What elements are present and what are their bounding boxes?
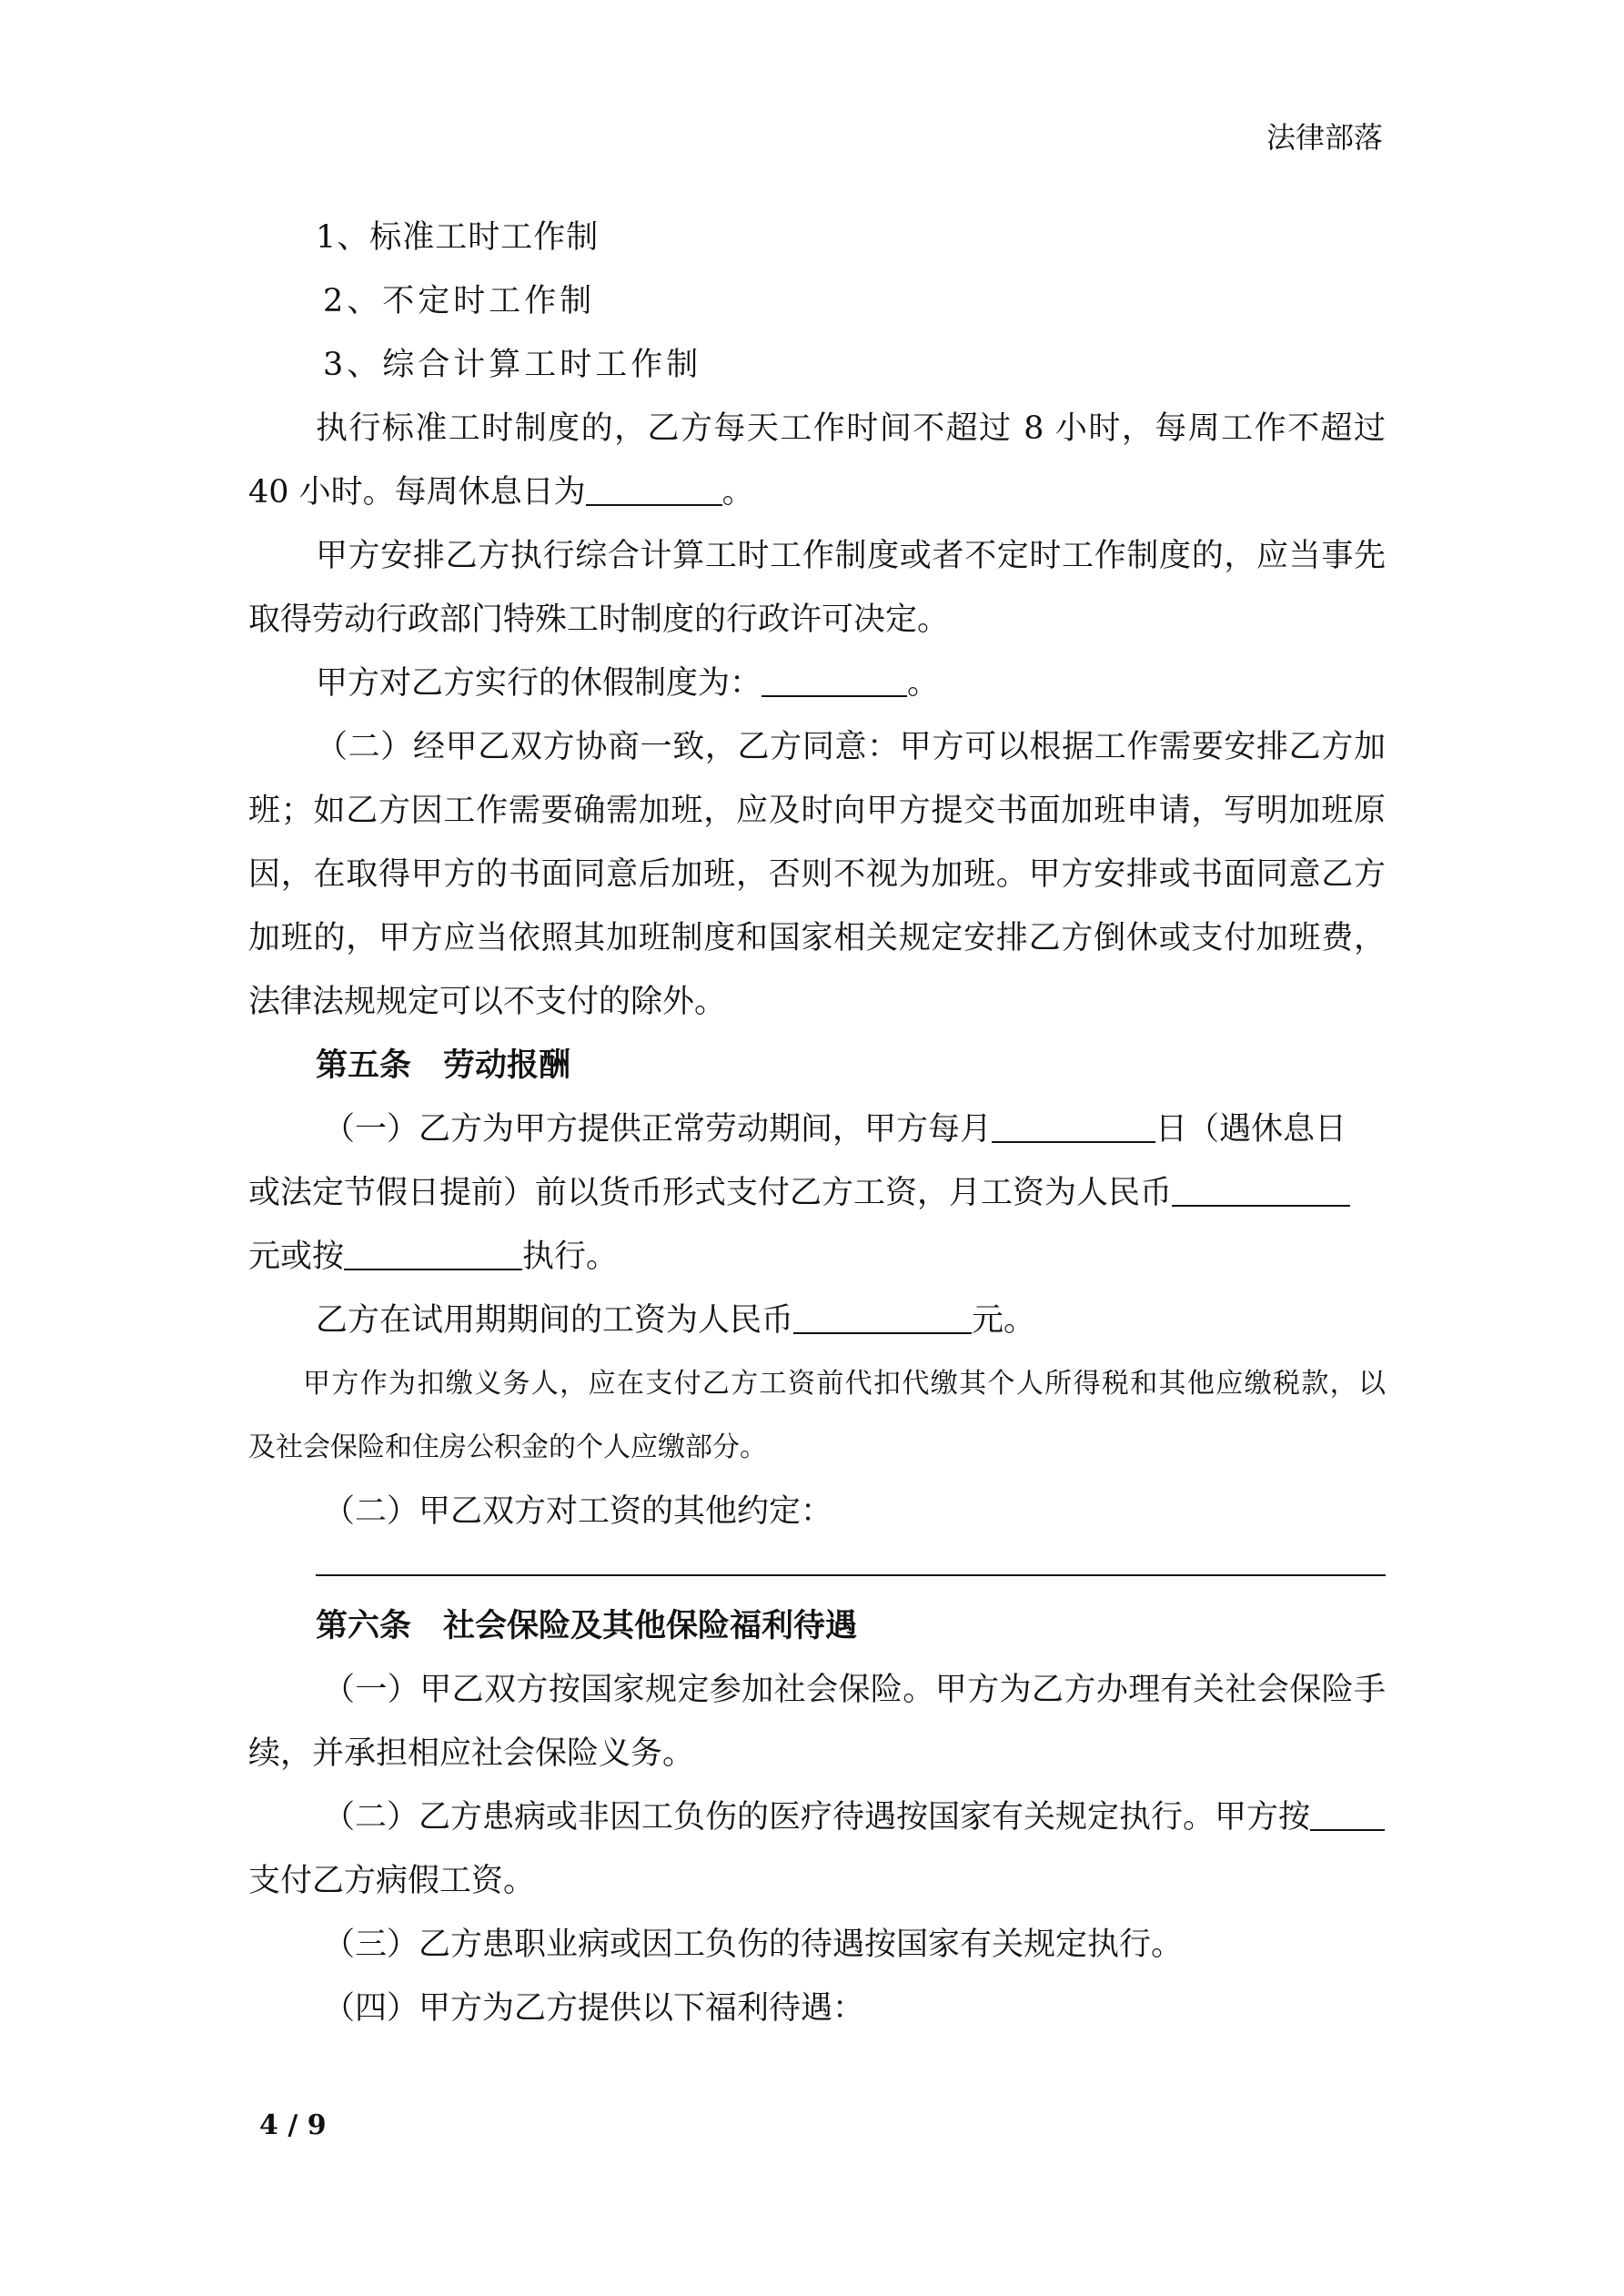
blank-field [1172,1173,1350,1207]
paragraph-text: 日（遇休息日 [1155,1111,1347,1148]
blank-field [586,472,722,506]
paragraph-text: 加班的，甲方应当依照其加班制度和国家相关规定安排乙方倒休或支付加班费， [248,920,1386,956]
paragraph-text: 元。 [972,1302,1036,1339]
paragraph-sick-leave [248,1785,1386,1849]
blank-field [793,1300,972,1334]
paragraph-rest-day [248,460,1386,524]
paragraph-text: 。 [907,665,940,702]
paragraph-text: （一）乙方为甲方提供正常劳动期间，甲方每月 [323,1111,993,1148]
paragraph-text: 支付乙方病假工资。 [248,1863,536,1899]
paragraph-probation-salary [248,1289,1386,1352]
paragraph-benefits: （四）甲方为乙方提供以下福利待遇： [323,1990,865,2027]
blank-field [1310,1797,1385,1831]
paragraph-text: 甲方对乙方实行的休假制度为： [316,665,762,702]
paragraph-leave [248,652,1386,715]
paragraph-text: 班；如乙方因工作需要确需加班，应及时向甲方提交书面加班申请，写明加班原 [248,793,1386,829]
section-heading-5: 第五条 劳动报酬 [316,1047,571,1084]
section-heading-6: 第六条 社会保险及其他保险福利待遇 [316,1607,858,1644]
list-item-2: 2、不定时工作制 [323,283,596,319]
paragraph-text: 40 小时。每周休息日为 [248,474,586,511]
blank-field [992,1109,1155,1143]
document-body [248,206,1386,2040]
paragraph-payment [248,1097,1386,1161]
page-number: 4 / 9 [259,2109,327,2141]
paragraph-text: 续，并承担相应社会保险义务。 [248,1735,695,1772]
paragraph-withholding: 甲方作为扣缴义务人，应在支付乙方工资前代扣代缴其个人所得税和其他应缴税款，以 [303,1368,1386,1400]
paragraph-text: （二）乙方患病或非因工负伤的医疗待遇按国家有关规定执行。甲方按 [323,1799,1311,1836]
blank-field [762,663,907,697]
paragraph-text: 乙方在试用期期间的工资为人民币 [316,1302,794,1339]
paragraph-text: 执行。 [522,1239,619,1275]
paragraph-salary [248,1161,1386,1225]
paragraph-salary-alt [248,1225,1386,1289]
header-label: 法律部落 [1266,120,1383,155]
paragraph-text: 因，在取得甲方的书面同意后加班，否则不视为加班。甲方安排或书面同意乙方 [248,856,1386,893]
blank-field [344,1237,522,1270]
paragraph-other-salary: （二）甲乙双方对工资的其他约定： [323,1493,833,1530]
list-item-3: 3、综合计算工时工作制 [323,347,702,383]
paragraph-occupational-disease: （三）乙方患职业病或因工负伤的待遇按国家有关规定执行。 [323,1927,1184,1963]
blank-line [316,1565,1386,1576]
paragraph-overtime: （二）经甲乙双方协商一致，乙方同意：甲方可以根据工作需要安排乙方加 [316,729,1386,765]
paragraph-text: 。 [721,474,754,511]
paragraph-text: 法律法规规定可以不支付的除外。 [248,984,727,1020]
paragraph-social-insurance: （一）甲乙双方按国家规定参加社会保险。甲方为乙方办理有关社会保险手 [323,1672,1386,1708]
paragraph-text: 取得劳动行政部门特殊工时制度的行政许可决定。 [248,602,950,638]
paragraph-text: 或法定节假日提前）前以货币形式支付乙方工资，月工资为人民币 [248,1175,1173,1211]
paragraph-special-hours: 甲方安排乙方执行综合计算工时工作制度或者不定时工作制度的，应当事先 [316,538,1386,574]
paragraph-text: 元或按 [248,1239,345,1275]
paragraph-standard-hours: 执行标准工时制度的，乙方每天工作时间不超过 8 小时，每周工作不超过 [316,410,1386,447]
list-item-1: 1、标准工时工作制 [316,219,600,256]
paragraph-text: 及社会保险和住房公积金的个人应缴部分。 [248,1431,767,1463]
